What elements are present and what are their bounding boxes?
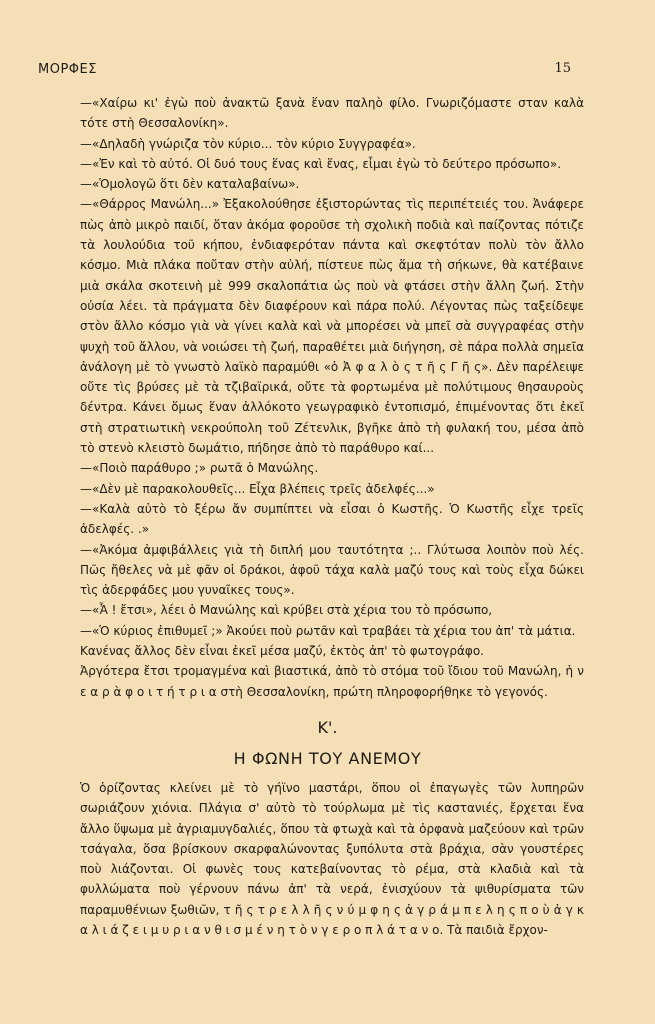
chapter-number: Κ'.	[317, 718, 338, 737]
page-number: 15	[554, 61, 571, 76]
chapter-title: Η ΦΩΝΗ ΤΟΥ ΑΝΕΜΟΥ	[233, 749, 422, 768]
body-text-part-a: —«Χαίρω κι' ἐγὼ ποὺ ἀνακτῶ ξανὰ ἕναν παληὸ φίλο. Γνωριζόμαστε σταν καλὰ τότε στὴ Θεσσαλονίκη». —«Δηλαδὴ γνώριζα τὸν κύριο... τὸν κύριο Συγγραφέα». —«Ἐν καὶ τὸ αὐτό. Οἱ δυό τους ἕνας καὶ ἕνας, εἶμαι ἐγὼ τὸ δεύτερο πρόσωπο». —«Ὁμολογῶ ὅτι δὲν καταλαβαίνω». —«Θάρρος Μανώλη...» Ἐξακολούθησε ἐξιστορώντας τὶς περιπέτειές του. Ἀνάφερε πὼς ἀπὸ μικρὸ παιδί, ὅταν ἀκόμα φοροῦσε τὴ σχολικὴ ποδιὰ καὶ παίζοντας πότιζε τὰ λουλούδια τοῦ κήπου, ἐνδιαφερόταν πάντα καὶ σκεφτόταν πολὺ τὸν ἄλλο κόσμο. Μιὰ πλάκα ποὔταν στὴν αὐλή, πίστευε πὼς ἅμα τὴ σήκωνε, θὰ κατέβαινε μιὰ σκάλα σκοτεινὴ μὲ 999 σκαλοπάτια ὡς ποὺ νὰ φτάσει στὴν ἄλλη ζωή. Στὴν οὐσία λέει. τὰ πράγματα δὲν διαφέρουν καὶ πάρα πολύ. Λέγοντας πὼς ταξείδεψε στὸν ἄλλο κόσμο γιὰ νὰ γίνει καλὰ καὶ νὰ μπορέσει νὰ μπεῖ σὰ συγγραφέας στὴν ψυχὴ τοῦ ἄλλου, νὰ νοιώσει τὴ ζωή, παραθέτει μιὰ διήγηση, σὲ πάρα πολλὰ σημεῖα ἀνάλογη μὲ τὸ γνωστὸ λαϊκὸ παραμύθι «ὁ Ἀ φ α λ ὸ ς τ ῆ ς Γ ῆ ς». Δὲν παρέλειψε οὔτε τὶς βρύσες μὲ τὰ τζιβαϊρικά, οὔτε τὰ φορτωμένα μὲ πολύτιμους θησαυροὺς δέντρα. Κάνει ὅμως ἕναν ἀλλόκοτο γεωγραφικὸ ἐντοπισμό, ἐπιμένοντας ὅτι ἐκεῖ στὴ στρατιωτικὴ νεκρούπολη τοῦ Ζέτενλικ, βγῆκε ἀπὸ τὴ φυλακή του, μέσα ἀπὸ τὸ στενὸ κλειστὸ δωμάτιο, πήδησε ἀπὸ τὸ παράθυρο καί... —«Ποιὸ παράθυρο ;» ρωτᾶ ὁ Μανώλης. —«Δὲν μὲ παρακολουθεῖς... Εἶχα βλέπεις τρεῖς ἀδελφές...» —«Καλὰ αὐτὸ τὸ ξέρω ἄν συμπίπτει νὰ εἶσαι ὁ Κωστῆς. Ὁ Κωστῆς εἶχε τρεῖς ἀδελφές. .» —«Ἀκόμα ἀμφιβάλλεις γιὰ τὴ διπλή μου ταυτότητα ;.. Γλύτωσα λοιπὸν ποὺ λές. Πῶς ἤθελες νὰ μὲ φᾶν οἱ δράκοι, ἀφοῦ τάχα καλὰ μαζύ τους καὶ τοὺς εἶχα δώκει τὶς ἀδερφάδες μου γυναῖκες τους». —«Ἆ ! ἔτσι», λέει ὁ Μανώλης καὶ κρύβει στὰ χέρια του τὸ πρόσωπο, —«Ὁ κύριος ἐπιθυμεῖ ;» Ἀκούει ποὺ ρωτᾶν καὶ τραβάει τὰ χέρια του ἀπ' τὰ μάτια. Κανένας ἄλλος δὲν εἶναι ἐκεῖ μέσα μαζύ, ἐκτὸς ἀπ' τὸ φωτογράφο. Ἀργότερα ἔτσι τρομαγμένα καὶ βιαστικά, ἀπὸ τὸ στόμα τοῦ ἴδιου τοῦ Μανώλη, ἡ ν ε α ρ ὰ φ ο ι τ ή τ ρ ι α στὴ Θεσσαλονίκη, πρώτη πληροφορήθηκε τὸ γεγονός.	[80, 96, 584, 699]
running-title: ΜΟΡΦΕΣ	[38, 62, 97, 77]
body-text-part-b: Ὁ ὁρίζοντας κλείνει μὲ τὸ γήϊνο μαστάρι, ὅπου οἱ ἐπαγωγὲς τῶν λυπηρῶν σωριάζουν χιόνια. Πλάγια σ' αὐτὸ τὸ τούρλωμα μὲ τὶς καστανιές, ἔρχεται ἕνα ἄλλο ὕψωμα μὲ ἀγριαμυγδαλιές, ὅπου τὰ φτωχὰ καὶ τὰ ὀρφανὰ μαζεύουν καὶ τρῶν τσάγαλα, ὅσα βρίσκουν σκαρφαλώνοντας ξυπόλυτα στὰ βράχια, σὰν γουστέρες ποὺ λιάζονται. Οἱ φωνὲς τους κατεβαίνοντας τὸ ρέμα, στὰ κλαδιὰ καὶ τὰ φυλλώματα ποὺ γέρνουν πάνω ἀπ' τὰ νερά, ἐνισχύουν τὰ ψιθυρίσματα τῶν παραμυθένιων ξωθιῶν, τ ῆ ς τ ρ ε λ λ ῆ ς ν ύ μ φ η ς ἀ γ ρ ά μ π ε λ η ς π ο ὺ ἀ γ κ α λ ι ά ζ ε ι μ υ ρ ι α ν θ ι σ μ έ ν η τ ὸ ν γ ε ρ ο π λ ά τ α ν ο. Τὰ παιδιὰ ἔρχον-	[80, 781, 584, 938]
